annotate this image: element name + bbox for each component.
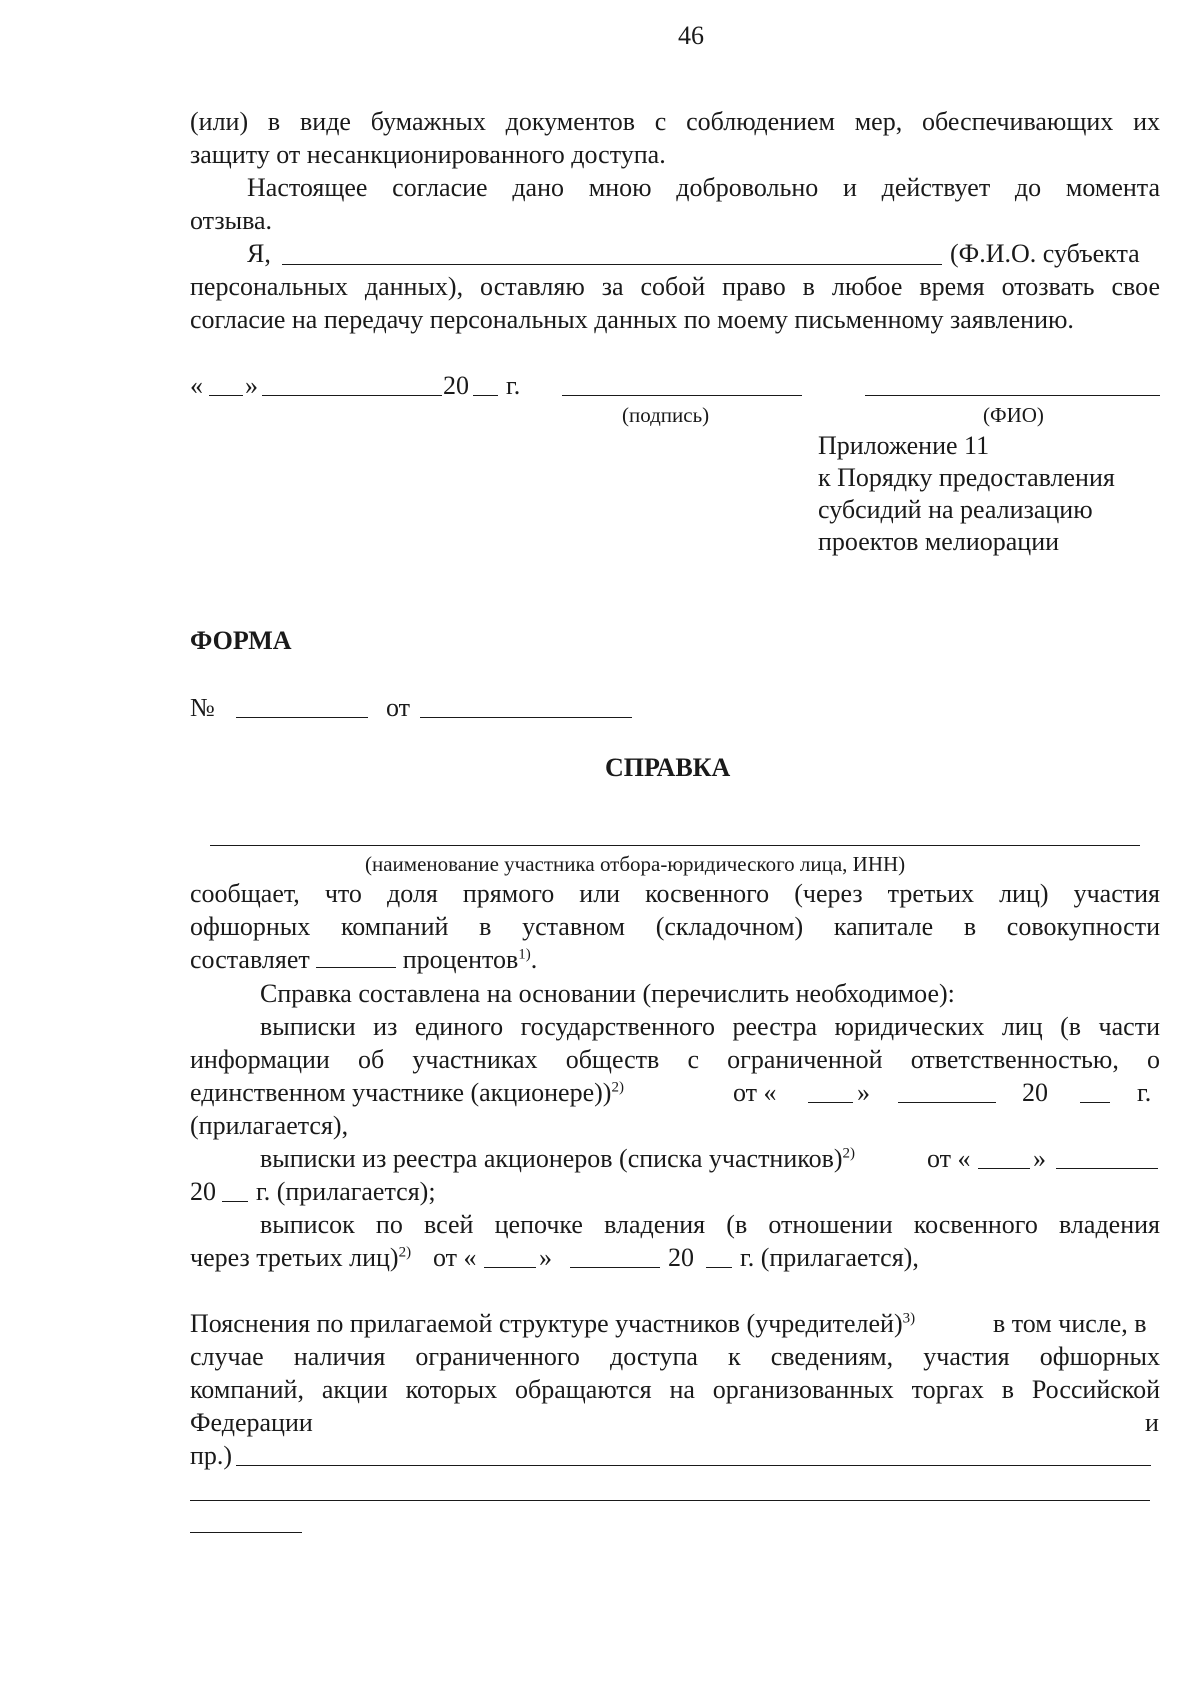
body-s4-line1-a: выписки из реестра акционеров (списка участников)$^{2)}$ bbox=[260, 1144, 855, 1173]
year-blank bbox=[473, 395, 498, 396]
consent-p3-suffix: (Ф.И.О. субъекта bbox=[950, 239, 1140, 268]
body-s2: Справка составлена на основании (перечислить необходимое): bbox=[260, 979, 955, 1008]
body-s6-line3: компаний, акции которых обращаются на организованных торгах в Российской bbox=[190, 1375, 1160, 1404]
from-word: от bbox=[386, 693, 411, 722]
name-blank bbox=[865, 395, 1160, 396]
percent-blank bbox=[316, 945, 396, 968]
consent-p3-line3: согласие на передачу персональных данных по моему письменному заявлению. bbox=[190, 305, 1074, 334]
body-s6-line1-b: в том числе, в bbox=[993, 1309, 1147, 1338]
body-s5-line2-e: г. (прилагается), bbox=[740, 1243, 919, 1272]
body-s1-line3-end: . bbox=[530, 945, 538, 974]
date-blank bbox=[420, 717, 632, 718]
s4-month-blank bbox=[1056, 1168, 1158, 1169]
s5-day-blank bbox=[484, 1267, 536, 1268]
year-suffix: г. bbox=[506, 371, 521, 400]
s5-month-blank bbox=[570, 1267, 660, 1268]
body-s1-line3-b: процентов bbox=[402, 945, 519, 974]
appendix-line-4: проектов мелиорации bbox=[818, 527, 1060, 556]
body-s6-line5: пр.) bbox=[190, 1441, 233, 1470]
footnote-ref-2c: 2) bbox=[398, 1244, 412, 1261]
s3-day-blank bbox=[808, 1102, 853, 1103]
body-s6-line2: случае наличия ограниченного доступа к сведениям, участия офшорных bbox=[190, 1342, 1160, 1371]
year-prefix: 20 bbox=[443, 371, 469, 400]
consent-p2-line2: отзыва. bbox=[190, 206, 273, 235]
appendix-block bbox=[818, 430, 1115, 558]
body-s5-line1: выписок по всей цепочке владения (в отношении косвенного владения bbox=[260, 1210, 1160, 1239]
body-s4-line2-b: г. (прилагается); bbox=[256, 1177, 436, 1206]
footnote-ref-2b: 2) bbox=[842, 1145, 855, 1162]
body-s1-line2: офшорных компаний в уставном (складочном) капитале в совокупности bbox=[190, 912, 1160, 941]
date-open-quote: « bbox=[190, 371, 203, 400]
body-s6-line4-b: и bbox=[1145, 1408, 1159, 1437]
body-s6-line1-a: Пояснения по прилагаемой структуре участников (учредителей)$^{3)}$ bbox=[190, 1309, 916, 1338]
fio-blank-line bbox=[282, 264, 942, 265]
body-s4-line1-c: » bbox=[1033, 1144, 1046, 1173]
consent-p1-line1: (или) в виде бумажных документов с соблюдением мер, обеспечивающих их bbox=[190, 107, 1160, 136]
body-s6-line4-a: Федерации bbox=[190, 1408, 313, 1437]
s4-year-blank bbox=[222, 1201, 248, 1202]
body-s3-line3-e: г. bbox=[1137, 1078, 1152, 1107]
footnote-ref-3: 3) bbox=[902, 1310, 916, 1327]
entity-caption: (наименование участника отбора-юридического лица, ИНН) bbox=[365, 852, 906, 876]
number-blank bbox=[236, 717, 368, 718]
body-s3-line4: (прилагается), bbox=[190, 1111, 349, 1140]
body-s5-line2-a: через третьих лиц)$^{2)}$ bbox=[190, 1243, 412, 1272]
body-s4-line2-a: 20 bbox=[190, 1177, 216, 1206]
signature-blank bbox=[562, 395, 802, 396]
explanation-blank-line-1 bbox=[236, 1465, 1151, 1466]
day-blank bbox=[209, 395, 243, 396]
explanation-blank-line-2 bbox=[190, 1500, 1150, 1501]
body-s3-line3-c: » bbox=[857, 1078, 870, 1107]
footnote-ref-2a: 2) bbox=[611, 1079, 624, 1096]
s3-year-blank bbox=[1080, 1102, 1110, 1103]
body-s1-line3-a: составляет bbox=[190, 945, 310, 974]
body-s1-line1: сообщает, что доля прямого или косвенного (через третьих лиц) участия bbox=[190, 879, 1160, 908]
consent-p3-prefix: Я, bbox=[247, 239, 271, 268]
body-s5-line2-b: от « bbox=[433, 1243, 477, 1272]
body-s3-line3-d: 20 bbox=[1022, 1078, 1048, 1107]
number-sign: № bbox=[190, 693, 215, 722]
body-s5-line2-c: » bbox=[539, 1243, 552, 1272]
consent-p2-line1: Настоящее согласие дано мною добровольно и действует до момента bbox=[247, 173, 1160, 202]
appendix-line-3: субсидий на реализацию bbox=[818, 495, 1093, 524]
month-blank bbox=[262, 395, 442, 396]
body-s5-line2-d: 20 bbox=[668, 1243, 694, 1272]
s4-day-blank bbox=[978, 1168, 1030, 1169]
document-title: СПРАВКА bbox=[605, 753, 731, 782]
body-s3-line3-a: единственном участнике (акционере))$^{2)}$ bbox=[190, 1078, 624, 1107]
appendix-line-1: Приложение 11 bbox=[818, 431, 990, 460]
signature-caption: (подпись) bbox=[622, 403, 710, 427]
consent-p1-line2: защиту от несанкционированного доступа. bbox=[190, 140, 666, 169]
entity-blank-line bbox=[210, 845, 1140, 846]
name-caption: (ФИО) bbox=[983, 403, 1044, 427]
appendix-line-2: к Порядку предоставления bbox=[818, 463, 1115, 492]
page-number: 46 bbox=[678, 21, 704, 50]
footnote-separator bbox=[190, 1532, 302, 1533]
body-s1-line3 bbox=[190, 944, 537, 976]
body-s3-line3-b: от « bbox=[733, 1078, 777, 1107]
form-label: ФОРМА bbox=[190, 626, 292, 655]
body-s3-line2: информации об участниках обществ с ограниченной ответственностью, о bbox=[190, 1045, 1160, 1074]
footnote-ref-1: 1) bbox=[518, 946, 531, 963]
s3-month-blank bbox=[898, 1102, 996, 1103]
date-close-quote: » bbox=[245, 371, 258, 400]
s5-year-blank bbox=[706, 1267, 732, 1268]
body-s4-line1-b: от « bbox=[927, 1144, 971, 1173]
consent-p3-line2: персональных данных), оставляю за собой право в любое время отозвать свое bbox=[190, 272, 1160, 301]
body-s3-line1: выписки из единого государственного реестра юридических лиц (в части bbox=[260, 1012, 1160, 1041]
